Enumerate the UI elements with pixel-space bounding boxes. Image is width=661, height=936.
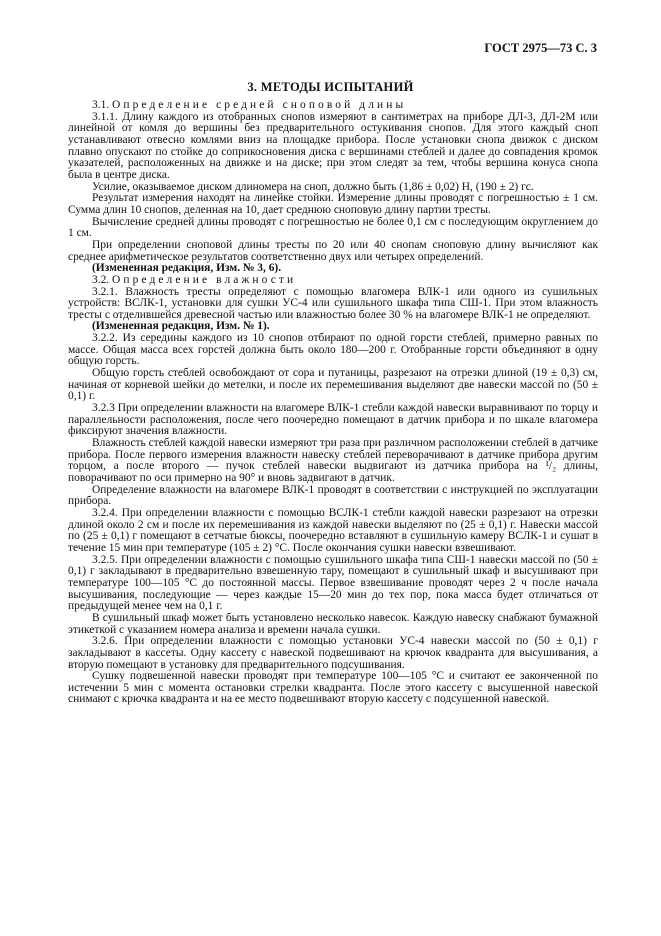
- amendment-note: (Измененная редакция, Изм. № 1).: [92, 320, 270, 333]
- paragraph: При определении сноповой длины тресты по 20 или 40 снопам сноповую длину вычисляют как среднее арифметическое результатов соответственно двух или четырех определений.: [68, 238, 598, 263]
- document-body: [68, 100, 598, 706]
- paragraph: 3.2.1. Влажность тресты определяют с помощью влагомера ВЛК-1 или одного из сушильных устройств: ВСЛК-1, установки для сушки УС-4 или сушильного шкафа типа СШ-1. При этом влажность тресты с отделившейся древесной частью или влажностью более 30 % на влагомере ВЛК-1 не определяют.: [68, 285, 598, 321]
- subsection-heading: [68, 100, 598, 112]
- paragraph: Усилие, оказываемое диском длиномера на сноп, должно быть (1,86 ± 0,02) Н, (190 ± 2) гс.: [92, 180, 534, 193]
- subsection-title: Определение влажности: [112, 273, 297, 286]
- section-title: 3. МЕТОДЫ ИСПЫТАНИЙ: [247, 80, 414, 94]
- page-header-doc-ref: ГОСТ 2975—73 С. 3: [484, 41, 597, 55]
- paragraph: 3.2.4. При определении влажности с помощью ВСЛК-1 стебли каждой навески разрезают на отрезки длиной около 2 см и после их перемешивания из каждой навески выделяют по (25 ± 0,1) г. Навески массой по (25 ± 0,1) г помещают в сетчатые бюксы, поочередно вставляют в сушильную камеру ВСЛК-1 и сушат в течение 15 мин при температуре (105 ± 2) °С. После окончания сушки навески взвешивают.: [68, 506, 598, 554]
- paragraph: Результат измерения находят на линейке стойки. Измерение длины проводят с погрешностью ± 1 см. Сумма длин 10 снопов, деленная на 10, дает среднюю сноповую длину партии тресты.: [68, 192, 598, 216]
- subsection-number: 3.1.: [92, 99, 113, 111]
- paragraph: Определение влажности на влагомере ВЛК-1 проводят в соответствии с инструкцией по эксплуатации прибора.: [68, 483, 598, 508]
- paragraph: Влажность стеблей каждой навески измеряют три раза при различном расположении стеблей в датчике прибора. После первого измерения влажности навеску стеблей переворачивают в датчике прибора другим торцом, а после второго — пучок стеблей навески выдвигают из датчика прибора на ¹/₂ длины, поворачивают по оси примерно на 90° и вновь задвигают в датчик.: [68, 437, 598, 484]
- paragraph: 3.2.3 При определении влажности на влагомере ВЛК-1 стебли каждой навески выравнивают по торцу и параллельности расположения, после чего поочередно помещают в датчик прибора и по шкале влагомера фиксируют значения влажности.: [68, 402, 598, 438]
- paragraph: 3.2.2. Из середины каждого из 10 снопов отбирают по одной горсти стеблей, примерно равных по массе. Общая масса всех горстей должна быть около 180—200 г. Отобранные горсти объединяют в одну общую горсть.: [68, 332, 598, 368]
- paragraph: Общую горсть стеблей освобождают от сора и путаницы, разрезают на отрезки длиной (19 ± 0,3) см, начиная от корневой шейки до метелки, и после их перемешивания выделяют две навески массой по (50 ± 0,1) г.: [68, 367, 598, 403]
- paragraph: 3.2.6. При определении влажности с помощью установки УС-4 навески массой по (50 ± 0,1) г закладывают в кассеты. Одну кассету с навеской подвешивают на крючок квадранта для высушивания, а вторую помещают в установку для предварительного подсушивания.: [68, 635, 598, 671]
- subsection-heading: [68, 275, 598, 287]
- amendment-note: (Измененная редакция, Изм. № 3, 6).: [92, 262, 282, 275]
- paragraph: 3.1.1. Длину каждого из отобранных снопов измеряют в сантиметрах на приборе ДЛ-3, ДЛ-2М или линейной от комля до вершины без предварительного остукивания снопов. Для этого каждый сноп устанавливают отвесно комлями вниз на площадке прибора. После установки снопа движок с диском плавно опускают по стойке до соприкосновения диска с вершинами стеблей и далее до совпадения кромок указателей, расположенных на движке и на диске; при этом следят за тем, чтобы вершина конуса снопа была в центре диска.: [68, 110, 598, 181]
- paragraph: Вычисление средней длины проводят с погрешностью не более 0,1 см с последующим округлением до 1 см.: [68, 215, 598, 240]
- subsection-title: Определение средней сноповой длины: [112, 99, 407, 111]
- paragraph: Сушку подвешенной навески проводят при температуре 100—105 °С и считают ее законченной по истечении 5 мин с момента остановки стрелки квадранта. После этого кассету с высушенной навеской снимают с крючка квадранта и на ее место подвешивают вторую кассету с подсушенной навеской.: [68, 670, 598, 706]
- paragraph: 3.2.5. При определении влажности с помощью сушильного шкафа типа СШ-1 навески массой по (50 ± 0,1) г закладывают в предварительно взвешенную тару, помещают в сушильный шкаф и высушивают при температуре 100—105 °С до постоянной массы. Первое взвешивание проводят через 2 ч после начала высушивания, последующие — через каждые 15—20 мин до тех пор, пока масса будет отличаться от предыдущей менее чем на 0,1 г.: [68, 553, 598, 613]
- subsection-number: 3.2.: [92, 273, 113, 286]
- paragraph: В сушильный шкаф может быть установлено несколько навесок. Каждую навеску снабжают бумажной этикеткой с указанием номера анализа и времени начала сушки.: [68, 611, 598, 636]
